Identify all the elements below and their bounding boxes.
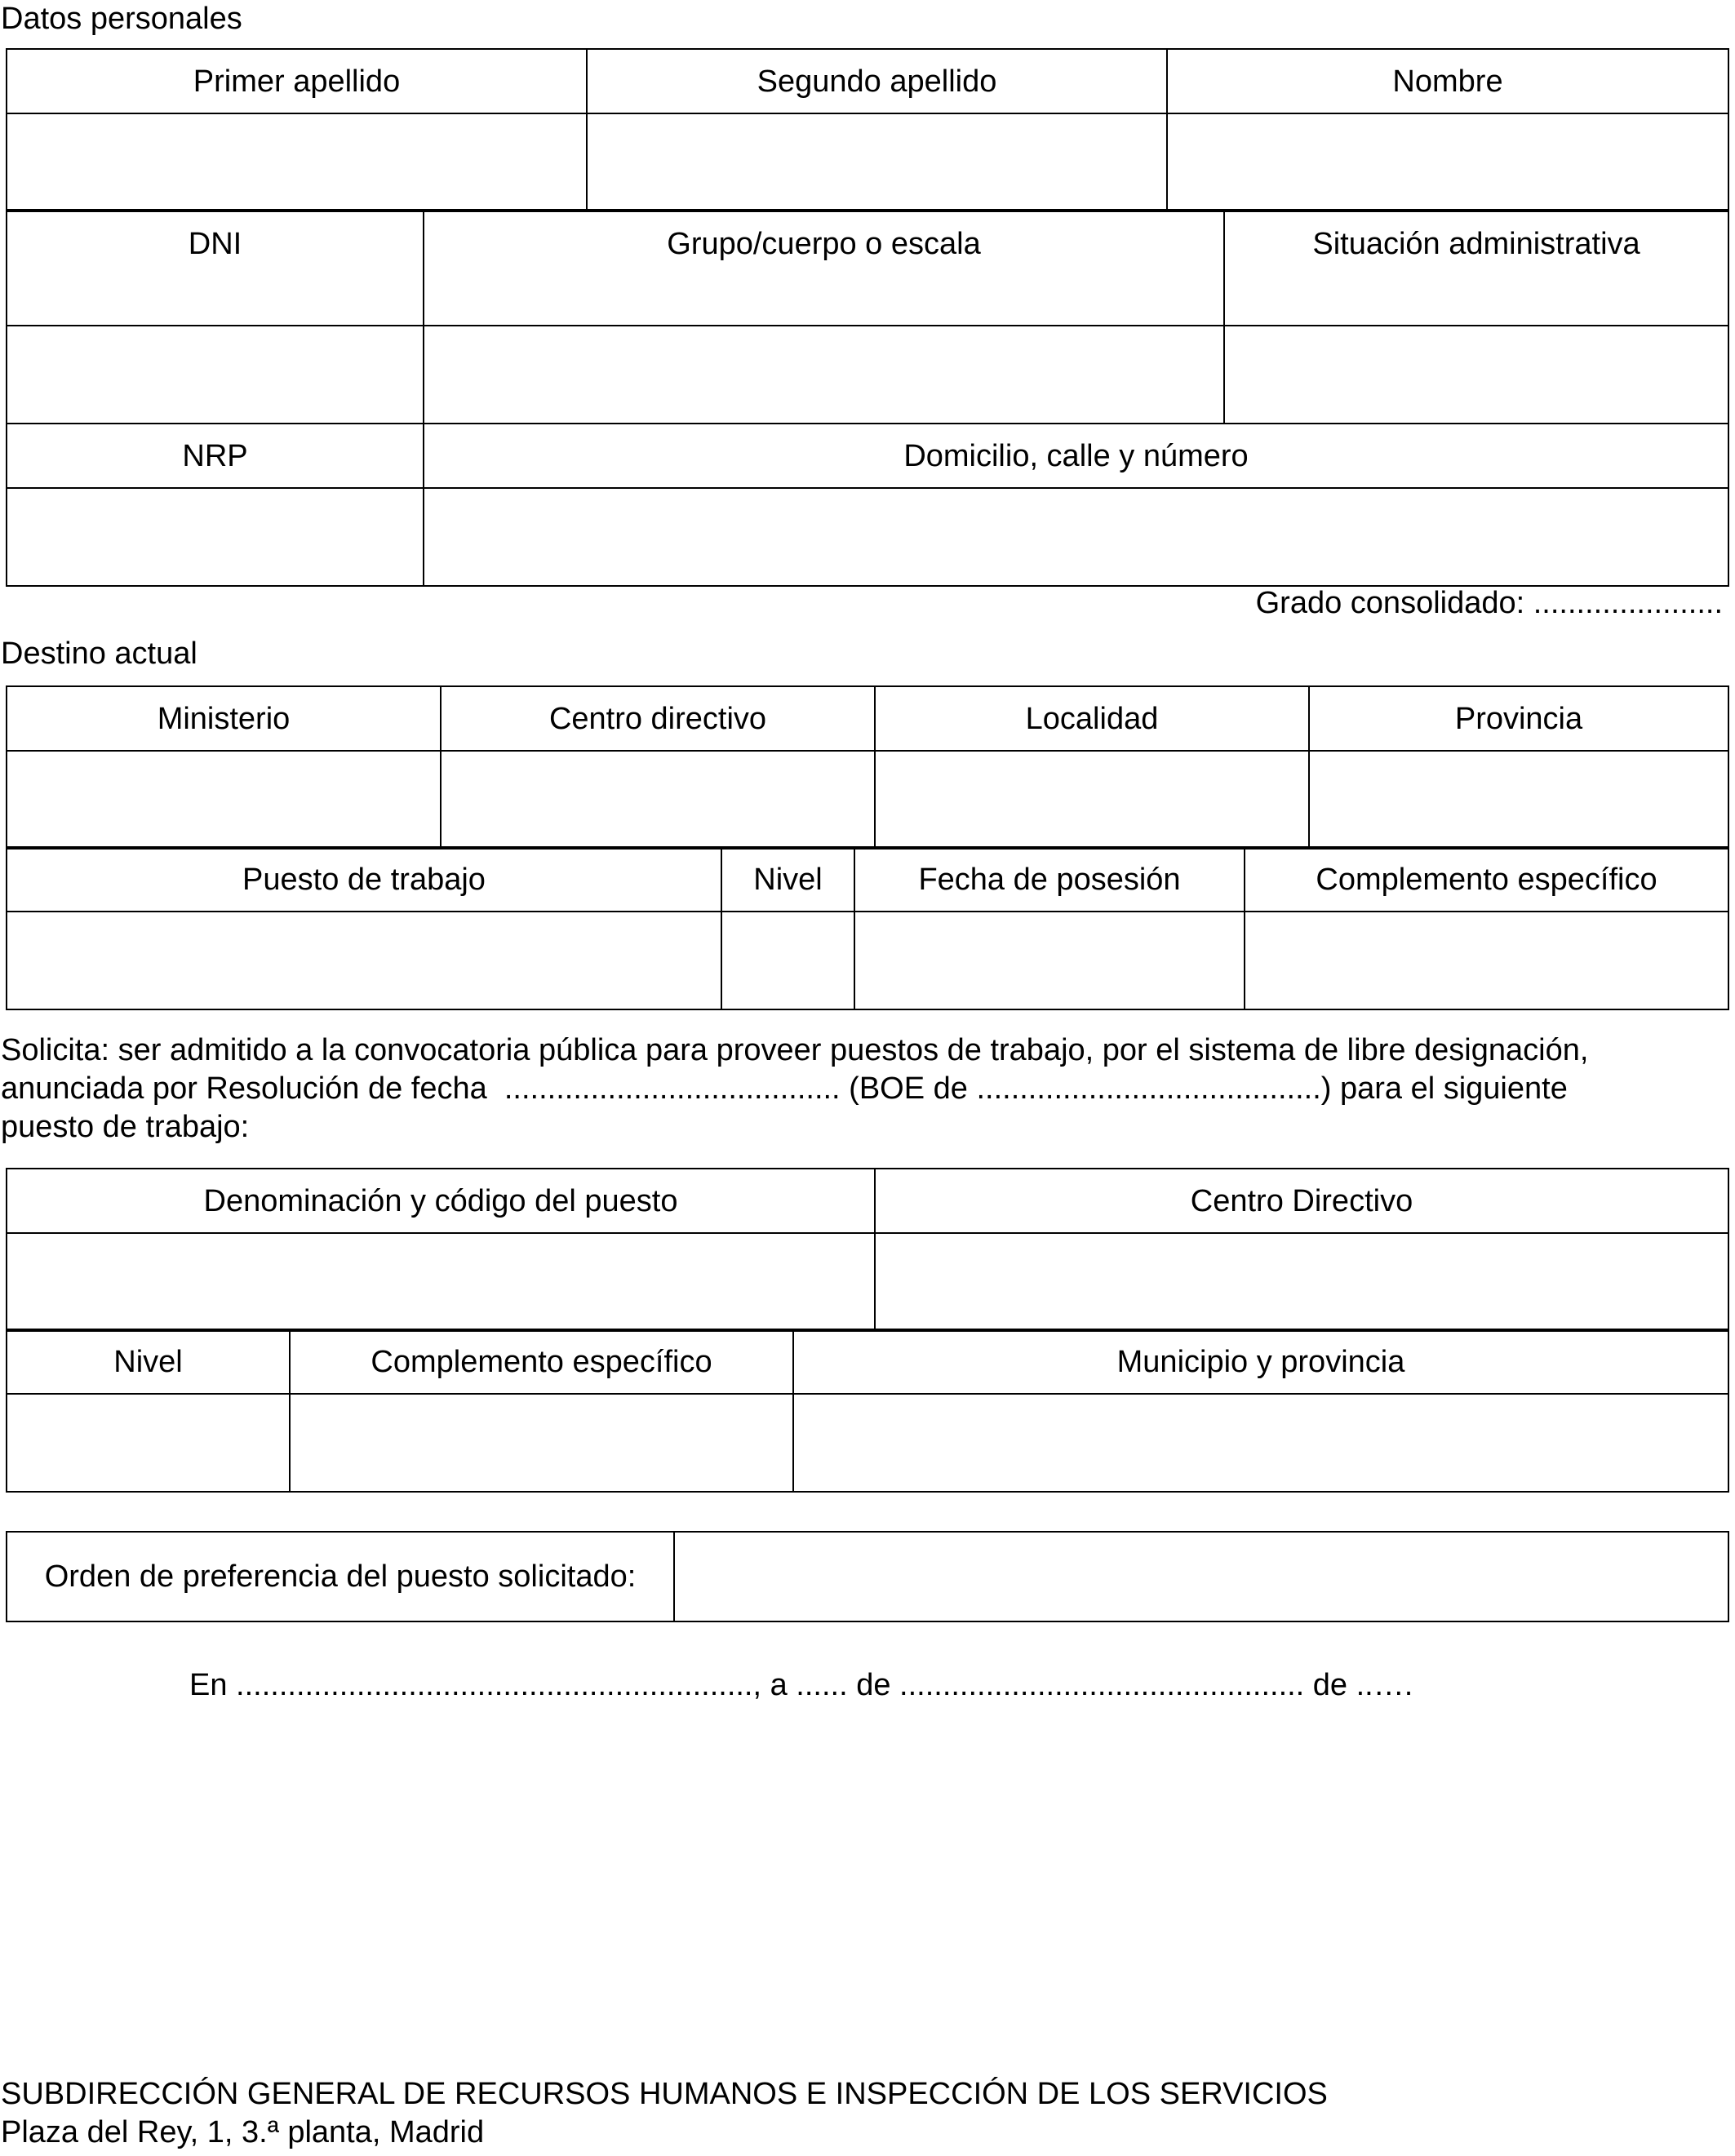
header-fecha-posesion: Fecha de posesión: [854, 847, 1245, 912]
header-domicilio: Domicilio, calle y número: [424, 424, 1728, 488]
datos-personales-table-2: [6, 209, 1729, 587]
header-grupo-cuerpo-escala: Grupo/cuerpo o escala: [424, 210, 1224, 326]
header-complemento-especifico-puesto: Complemento específico: [290, 1329, 793, 1394]
destino-actual-table-2: [6, 846, 1729, 1010]
header-denominacion-codigo: Denominación y código del puesto: [7, 1169, 875, 1233]
field-situacion-administrativa[interactable]: [1224, 326, 1728, 424]
preferencia-label: Orden de preferencia del puesto solicitado:: [7, 1532, 674, 1621]
header-ministerio: Ministerio: [7, 686, 441, 751]
header-segundo-apellido: Segundo apellido: [587, 49, 1167, 113]
header-nivel-puesto: Nivel: [7, 1329, 290, 1394]
field-primer-apellido[interactable]: [7, 113, 587, 211]
field-nombre[interactable]: [1167, 113, 1728, 211]
fecha-line: En ............................................................, a ...... de ............................................... de ..….: [189, 1668, 1413, 1702]
preferencia-table: [6, 1531, 1729, 1622]
solicita-line-2: anunciada por Resolución de fecha ....................................... (BOE de ........................................) para el siguiente: [1, 1071, 1568, 1106]
puesto-solicitado-table-1: [6, 1168, 1729, 1332]
header-nrp: NRP: [7, 424, 424, 488]
section-title-datos-personales: Datos personales: [1, 2, 242, 36]
puesto-solicitado-table-2: [6, 1329, 1729, 1493]
header-dni: DNI: [7, 210, 424, 326]
solicita-paragraph: [1, 1031, 1729, 1147]
header-localidad: Localidad: [875, 686, 1309, 751]
field-complemento-especifico-puesto[interactable]: [290, 1394, 793, 1492]
field-localidad[interactable]: [875, 751, 1309, 849]
field-domicilio[interactable]: [424, 488, 1728, 586]
field-denominacion-codigo[interactable]: [7, 1233, 875, 1331]
header-nivel-actual: Nivel: [721, 847, 854, 912]
header-complemento-especifico-actual: Complemento específico: [1245, 847, 1728, 912]
header-situacion-administrativa: Situación administrativa: [1224, 210, 1728, 326]
footer-line-1: SUBDIRECCIÓN GENERAL DE RECURSOS HUMANOS E INSPECCIÓN DE LOS SERVICIOS: [1, 2077, 1328, 2111]
field-centro-directivo-puesto[interactable]: [875, 1233, 1728, 1331]
header-municipio-provincia: Municipio y provincia: [793, 1329, 1728, 1394]
solicita-line-1: Solicita: ser admitido a la convocatoria pública para proveer puestos de trabajo, por el sistema de libre designación,: [1, 1033, 1589, 1067]
field-nivel-puesto[interactable]: [7, 1394, 290, 1492]
datos-personales-table-1: [6, 48, 1729, 212]
destino-actual-table-1: [6, 685, 1729, 850]
solicita-line-3: puesto de trabajo:: [1, 1110, 250, 1144]
field-municipio-provincia[interactable]: [793, 1394, 1728, 1492]
field-grupo-cuerpo-escala[interactable]: [424, 326, 1224, 424]
field-segundo-apellido[interactable]: [587, 113, 1167, 211]
footer-line-2: Plaza del Rey, 1, 3.ª planta, Madrid: [1, 2115, 485, 2149]
header-primer-apellido: Primer apellido: [7, 49, 587, 113]
header-centro-directivo-puesto: Centro Directivo: [875, 1169, 1728, 1233]
field-puesto-de-trabajo[interactable]: [7, 912, 721, 1009]
header-puesto-de-trabajo: Puesto de trabajo: [7, 847, 721, 912]
field-fecha-posesion[interactable]: [854, 912, 1245, 1009]
header-provincia: Provincia: [1309, 686, 1728, 751]
header-centro-directivo: Centro directivo: [441, 686, 875, 751]
field-dni[interactable]: [7, 326, 424, 424]
field-provincia[interactable]: [1309, 751, 1728, 849]
section-title-destino-actual: Destino actual: [1, 637, 197, 671]
field-orden-preferencia[interactable]: [674, 1532, 1728, 1621]
field-nrp[interactable]: [7, 488, 424, 586]
field-centro-directivo[interactable]: [441, 751, 875, 849]
grado-consolidado: Grado consolidado: ......................: [1255, 586, 1723, 620]
field-ministerio[interactable]: [7, 751, 441, 849]
header-nombre: Nombre: [1167, 49, 1728, 113]
field-complemento-especifico-actual[interactable]: [1245, 912, 1728, 1009]
field-nivel-actual[interactable]: [721, 912, 854, 1009]
